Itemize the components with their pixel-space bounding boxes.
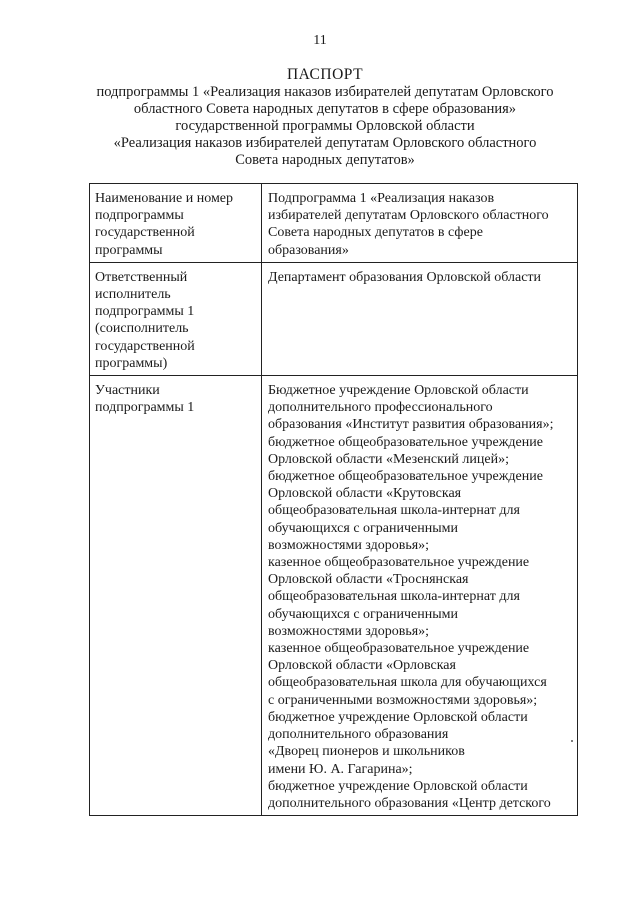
- cell-line: государственной: [95, 338, 195, 354]
- cell-line: бюджетное учреждение Орловской области: [268, 778, 528, 794]
- cell-line: программы): [95, 355, 168, 371]
- table-row: [90, 184, 578, 263]
- cell-line: Орловской области «Троснянская: [268, 572, 469, 588]
- cell-line: подпрограммы: [95, 208, 184, 224]
- table-row: [90, 262, 578, 375]
- row-value-cell: [262, 262, 578, 375]
- cell-line: Орловской области «Орловская: [268, 658, 456, 674]
- cell-line: Участники: [95, 383, 160, 399]
- cell-line: исполнитель: [95, 287, 171, 303]
- cell-line: Наименование и номер: [95, 191, 234, 206]
- table-row: [90, 376, 578, 816]
- cell-line: казенное общеобразовательное учреждение: [268, 555, 530, 571]
- cell-line: бюджетное учреждение Орловской области: [268, 709, 528, 725]
- subtitle-line: Совета народных депутатов»: [235, 152, 415, 168]
- document-header: [60, 66, 590, 169]
- cell-line: бюджетное общеобразовательное учреждение: [268, 469, 543, 485]
- cell-line: дополнительного образования: [268, 727, 449, 743]
- document-title: ПАСПОРТ: [286, 66, 364, 83]
- cell-line: бюджетное общеобразовательное учреждение: [268, 434, 543, 450]
- passport-table: [89, 183, 578, 816]
- cell-line: подпрограммы 1: [95, 304, 195, 320]
- cell-line: образования»: [268, 242, 349, 258]
- cell-line: Совета народных депутатов в сфере: [268, 225, 483, 241]
- row-value-cell: [262, 376, 578, 816]
- page-number: 11: [313, 33, 327, 48]
- cell-line: общеобразовательная школа для обучающихся: [268, 675, 547, 691]
- subtitle-line: государственной программы Орловской области: [175, 118, 475, 134]
- subtitle-line: подпрограммы 1 «Реализация наказов избирателей депутатам Орловского: [96, 84, 554, 100]
- cell-line: дополнительного образования «Центр детского: [268, 795, 551, 811]
- cell-line: казенное общеобразовательное учреждение: [268, 641, 530, 657]
- cell-line: имени Ю. А. Гагарина»;: [268, 761, 413, 777]
- cell-line: общеобразовательная школа-интернат для: [268, 503, 520, 519]
- cell-line: «Дворец пионеров и школьников: [268, 744, 465, 760]
- cell-line: с ограниченными возможностями здоровья»;: [268, 692, 538, 708]
- cell-line: возможностями здоровья»;: [268, 623, 430, 639]
- cell-line: подпрограммы 1: [95, 400, 195, 416]
- scan-speck: [571, 740, 573, 742]
- cell-line: обучающихся с ограниченными: [268, 520, 458, 536]
- subtitle-line: областного Совета народных депутатов в сфере образования»: [133, 101, 517, 117]
- cell-line: Департамент образования Орловской области: [268, 269, 542, 285]
- row-label-cell: [90, 184, 262, 263]
- cell-line: дополнительного профессионального: [268, 400, 493, 416]
- cell-line: (соисполнитель: [95, 321, 189, 337]
- cell-line: избирателей депутатам Орловского областного: [268, 208, 549, 224]
- cell-line: Бюджетное учреждение Орловской области: [268, 383, 529, 399]
- document-subtitle: [60, 84, 590, 169]
- cell-line: программы: [95, 242, 163, 258]
- cell-line: Орловской области «Крутовская: [268, 486, 462, 502]
- cell-line: Ответственный: [95, 269, 188, 285]
- cell-line: образования «Институт развития образования»;: [268, 417, 554, 433]
- cell-line: обучающихся с ограниченными: [268, 606, 458, 622]
- subtitle-line: «Реализация наказов избирателей депутатам Орловского областного: [113, 135, 537, 151]
- cell-line: Орловской области «Мезенский лицей»;: [268, 451, 509, 467]
- cell-line: Подпрограмма 1 «Реализация наказов: [268, 191, 495, 206]
- row-label-cell: [90, 262, 262, 375]
- cell-line: общеобразовательная школа-интернат для: [268, 589, 520, 605]
- cell-line: государственной: [95, 225, 195, 241]
- row-label-cell: [90, 376, 262, 816]
- row-value-cell: [262, 184, 578, 263]
- cell-line: возможностями здоровья»;: [268, 537, 430, 553]
